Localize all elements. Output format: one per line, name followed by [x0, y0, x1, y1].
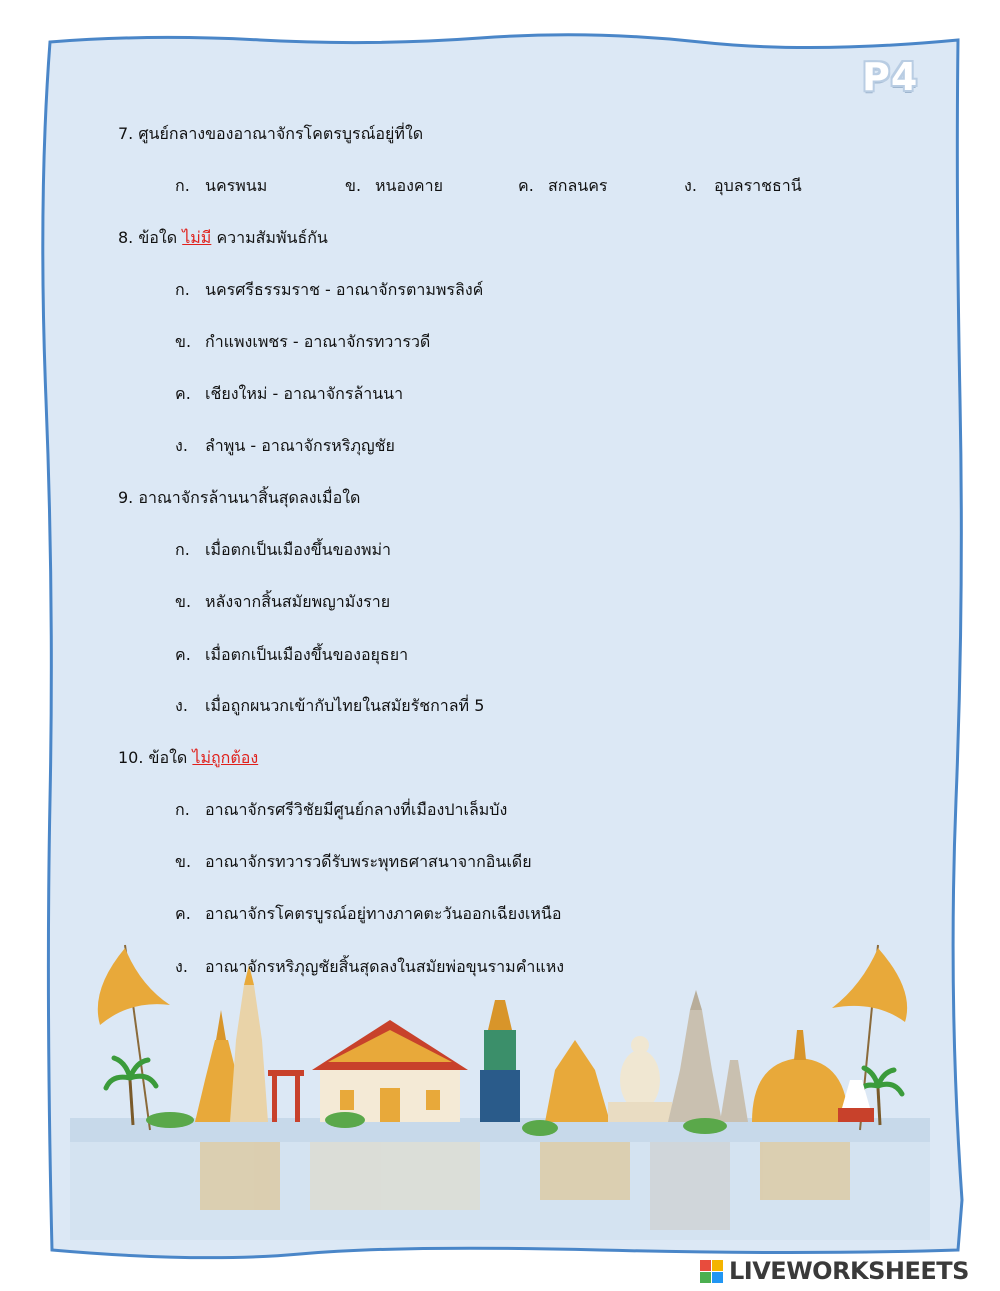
question-number: 7. — [118, 124, 134, 143]
question-number: 10. — [118, 748, 144, 767]
option-text: เชียงใหม่ - อาณาจักรล้านนา — [205, 384, 404, 403]
liveworksheets-logo-icon — [700, 1260, 723, 1283]
option-letter: ง. — [175, 696, 188, 715]
option-text: กำแพงเพชร - อาณาจักรทวารวดี — [205, 332, 431, 351]
option-text: ลำพูน - อาณาจักรหริภุญชัย — [205, 436, 395, 455]
option-10-b[interactable] — [175, 850, 532, 875]
question-text: ศูนย์กลางของอาณาจักรโคตรบูรณ์อยู่ที่ใด — [138, 124, 424, 143]
option-7-c[interactable] — [518, 174, 608, 199]
option-letter: ก. — [175, 540, 190, 559]
question-keyword: ไม่มี — [182, 228, 212, 247]
question-9 — [118, 486, 360, 511]
option-text: หลังจากสิ้นสมัยพญามังราย — [205, 592, 391, 611]
option-7-a[interactable] — [175, 174, 267, 199]
option-9-c[interactable] — [175, 643, 408, 668]
option-text: อาณาจักรหริภุญชัยสิ้นสุดลงในสมัยพ่อขุนรามคำแหง — [205, 957, 565, 976]
option-text: สกลนคร — [548, 176, 608, 195]
option-letter: ข. — [175, 592, 192, 611]
liveworksheets-brand — [700, 1258, 969, 1284]
option-10-c[interactable] — [175, 902, 561, 927]
option-10-d[interactable] — [175, 955, 564, 980]
option-letter: ก. — [175, 176, 190, 195]
page-number-label: P4 — [862, 55, 919, 99]
question-text: ข้อใด — [138, 228, 178, 247]
option-letter: ค. — [175, 904, 191, 923]
option-letter: ข. — [175, 852, 192, 871]
option-text: อาณาจักรโคตรบูรณ์อยู่ทางภาคตะวันออกเฉียงเหนือ — [205, 904, 562, 923]
option-letter: ข. — [175, 332, 192, 351]
option-10-a[interactable] — [175, 798, 507, 823]
question-number: 8. — [118, 228, 134, 247]
option-letter: ง. — [175, 436, 188, 455]
option-text: นครศรีธรรมราช - อาณาจักรตามพรลิงค์ — [205, 280, 484, 299]
option-letter: ค. — [175, 645, 191, 664]
option-text: อาณาจักรศรีวิชัยมีศูนย์กลางที่เมืองปาเล็มบัง — [205, 800, 508, 819]
question-10 — [118, 746, 258, 771]
option-text: เมื่อตกเป็นเมืองขึ้นของอยุธยา — [205, 645, 409, 664]
option-8-d[interactable] — [175, 434, 395, 459]
question-7 — [118, 122, 423, 147]
option-8-c[interactable] — [175, 382, 403, 407]
option-text: หนองคาย — [375, 176, 443, 195]
brand-text: LIVEWORKSHEETS — [729, 1257, 969, 1285]
question-8 — [118, 226, 328, 251]
option-letter: ง. — [175, 957, 188, 976]
option-letter: ค. — [175, 384, 191, 403]
option-letter: ง. — [684, 176, 697, 195]
option-9-a[interactable] — [175, 538, 391, 563]
option-text: อุบลราชธานี — [714, 176, 802, 195]
option-text: อาณาจักรทวารวดีรับพระพุทธศาสนาจากอินเดีย — [205, 852, 532, 871]
option-letter: ค. — [518, 176, 534, 195]
option-letter: ข. — [345, 176, 362, 195]
question-keyword: ไม่ถูกต้อง — [192, 748, 259, 767]
option-text: เมื่อถูกผนวกเข้ากับไทยในสมัยรัชกาลที่ 5 — [205, 696, 485, 715]
option-7-b[interactable] — [345, 174, 443, 199]
option-9-d[interactable] — [175, 694, 484, 719]
option-text: เมื่อตกเป็นเมืองขึ้นของพม่า — [205, 540, 392, 559]
option-letter: ก. — [175, 280, 190, 299]
option-7-d[interactable] — [684, 174, 802, 199]
option-8-b[interactable] — [175, 330, 430, 355]
question-text: ข้อใด — [148, 748, 188, 767]
question-text-after: ความสัมพันธ์กัน — [216, 228, 328, 247]
option-text: นครพนม — [205, 176, 268, 195]
option-letter: ก. — [175, 800, 190, 819]
option-8-a[interactable] — [175, 278, 483, 303]
option-9-b[interactable] — [175, 590, 390, 615]
question-text: อาณาจักรล้านนาสิ้นสุดลงเมื่อใด — [138, 488, 361, 507]
question-number: 9. — [118, 488, 134, 507]
